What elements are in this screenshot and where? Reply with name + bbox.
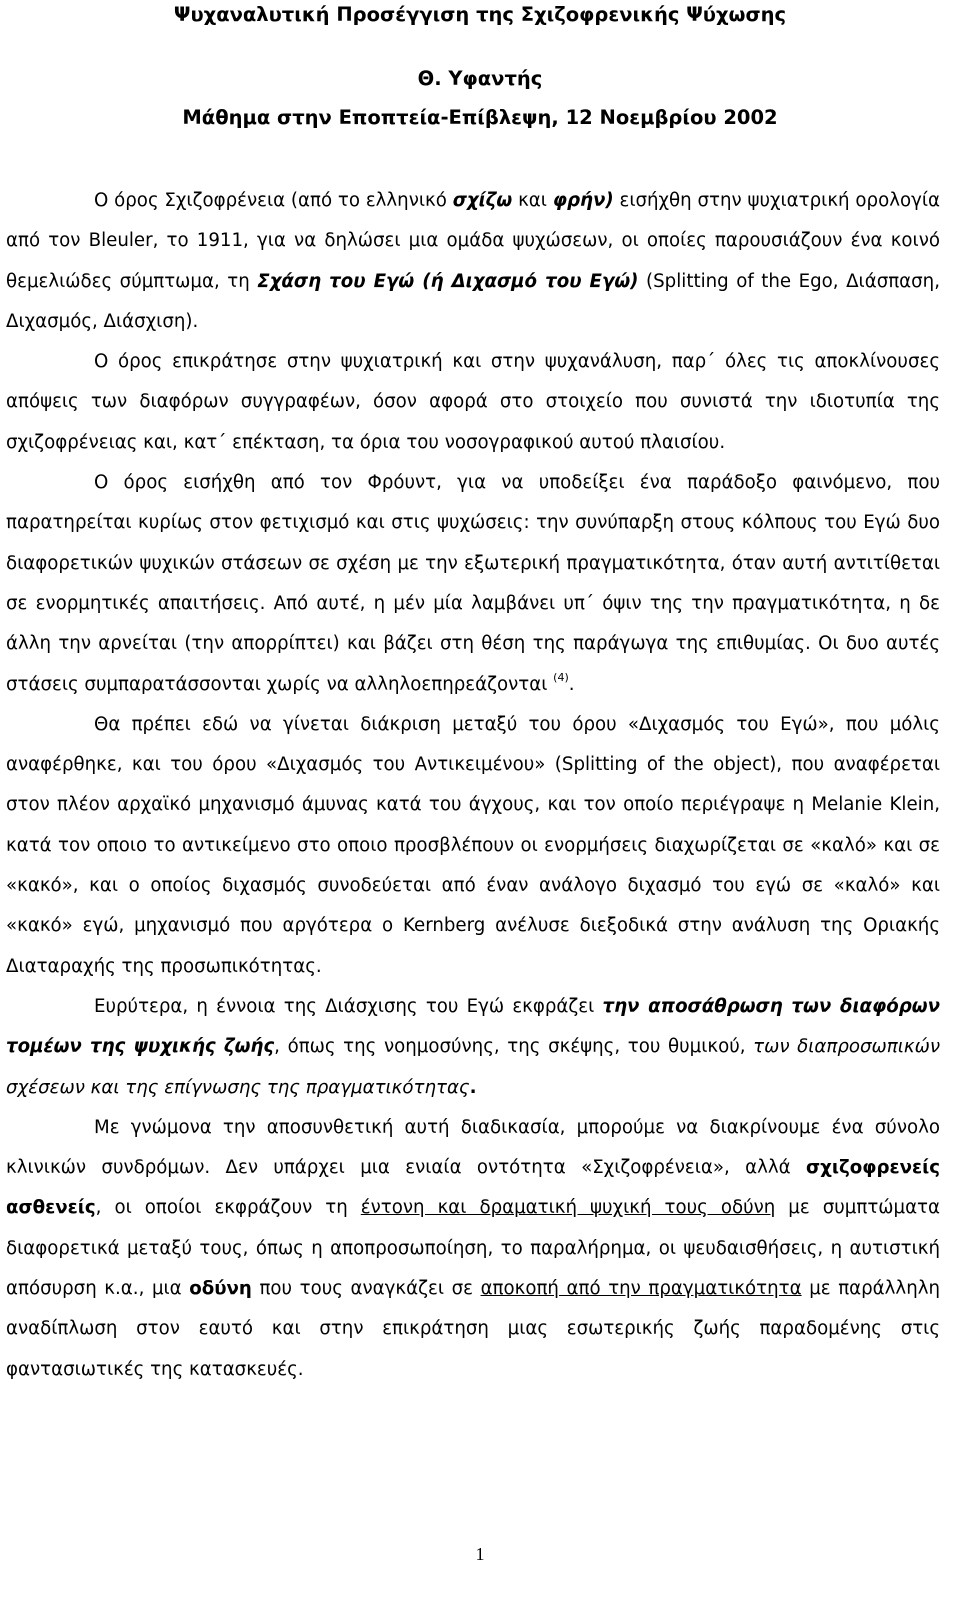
p6-emphasis-patients: σχιζοφρενείς ασθενείς (6, 1157, 940, 1219)
paragraph-5 (6, 987, 940, 1108)
p1-term-fren: φρήν) (552, 190, 614, 211)
p1-text-2: και (512, 190, 553, 211)
p3-text-1: Ο όρος εισήχθη από τον Φρόυντ, για να υποδείξει ένα παράδοξο φαινόμενο, που παρατηρείται κυρίως στον φετιχισμό και στις ψυχώσεις: την συνύπαρξη στους κόλπους του Εγώ δυο διαφορετικών ψυχικών στάσεων σε σχέση με την εξωτερική πραγματικότητα, όταν αυτή αντιτίθεται σε ενορμητικές απαιτήσεις. Από αυτέ, η μέν μία λαμβάνει υπ΄ όψιν της την πραγματικότητα, η δε άλλη την αρνείται (την απορρίπτει) και βάζει στη θέση της παράγωγα της επιθυμίας. Οι δυο αυτές στάσεις συμπαρατάσσονται χωρίς να αλληλοεπηρεάζονται (6, 472, 940, 695)
lecture-info: Μάθημα στην Εποπτεία-Επίβλεψη, 12 Νοεμβρίου 2002 (182, 106, 778, 129)
p5-emphasis-2: των διαπροσωπικών σχέσεων και της επίγνωσης της πραγματικότητας (6, 1036, 940, 1098)
paragraph-4: Θα πρέπει εδώ να γίνεται διάκριση μεταξύ του όρου «Διχασμός του Εγώ», που μόλις αναφέρθηκε, και του όρου «Διχασμός του Αντικειμένου» (Splitting of the object), που αναφέρεται στον πλέον αρχαϊκό μηχανισμό άμυνας κατά του άγχους, και τον οποίο περιέγραψε η Melanie Klein, κατά τον οποιο το αντικείμενο στο οποιο προσβλέπουν οι ενορμήσεις διαχωρίζεται σε «καλό» και σε «κακό», και ο οποίος διχασμός συνοδεύεται από έναν ανάλογο διχασμό του εγώ σε «καλό» και «κακό» εγώ, μηχανισμό που αργότερα ο Kernberg ανέλυσε διεξοδικά στην ανάλυση της Οριακής Διαταραχής της προσωπικότητας. (6, 713, 940, 977)
p6-text-3: με συμπτώματα διαφορετικά μεταξύ τους, όπως η αποπροσωποίηση, το παραλήρημα, οι ψευδαισθήσεις, η αυτιστική απόσυρση κ.α., μια (6, 1197, 940, 1300)
paragraph-1 (6, 181, 940, 342)
p5-emphasis-1: την αποσάθρωση των διαφόρων τομέων της ψυχικής ζωής (6, 995, 940, 1058)
p6-text-2: , οι οποίοι εκφράζουν τη (95, 1197, 361, 1219)
p5-text-2: , όπως της νοημοσύνης, της σκέψης, του θυμικού, (274, 1036, 754, 1058)
p1-text-3: εισήχθη στην ψυχιατρική ορολογία από τον Bleuler, το 1911, για να δηλώσει μια ομάδα ψυχώσεων, οι οποίες παρουσιάζουν ένα κοινό θεμελιώδες σύμπτωμα, τη (6, 190, 940, 292)
p6-text-1: Με γνώμονα την αποσυνθετική αυτή διαδικασία, μπορούμε να διακρίνουμε ένα σύνολο κλινικών συνδρόμων. Δεν υπάρχει μια ενιαία οντότητα «Σχιζοφρένεια», αλλά (6, 1116, 940, 1179)
p6-text-5: με παράλληλη αναδίπλωση στον εαυτό και στην επικράτηση μιας εσωτερικής ζωής παραδομένης στις φαντασιωτικές της κατασκευές. (6, 1278, 941, 1380)
p1-text-4: (Splitting of the Ego, Διάσπαση, Διχασμός, Διάσχιση). (6, 270, 940, 332)
paragraph-6 (6, 1108, 940, 1390)
p1-term-splitting: Σχάση του Εγώ (ή Διχασμό του Εγώ) (257, 270, 639, 292)
reference-marker: (4) (553, 670, 569, 684)
p6-underline-pain: έντονη και δραματική ψυχική τους οδύνη (360, 1197, 776, 1219)
document-title: Ψυχαναλυτική Προσέγγιση της Σχιζοφρενικής Ψύχωσης (173, 3, 787, 26)
p6-emphasis-odyni: οδύνη (189, 1278, 252, 1300)
p6-text-4: που τους αναγκάζει σε (251, 1278, 481, 1300)
paragraph-2: Ο όρος επικράτησε στην ψυχιατρική και στην ψυχανάλυση, παρ΄ όλες τις αποκλίνουσες απόψεις των διαφόρων συγγραφέων, όσον αφορά στο στοιχείο που συνιστά την ιδιοτυπία της σχιζοφρένειας και, κατ΄ επέκταση, τα όρια του νοσογραφικού αυτού πλαισίου. (6, 351, 940, 453)
p5-text-3: . (469, 1076, 477, 1098)
author-name: Θ. Υφαντής (417, 67, 543, 90)
body-text (6, 181, 940, 1390)
p3-text-2: . (568, 673, 575, 695)
page-number: 1 (475, 1544, 485, 1564)
paragraph-3 (6, 463, 940, 705)
p1-term-schizo: σχίζω (452, 190, 513, 211)
p5-text-1: Ευρύτερα, η έννοια της Διάσχισης του Εγώ εκφράζει (94, 995, 603, 1017)
p1-text-1: Ο όρος Σχιζοφρένεια (από το ελληνικό (94, 190, 453, 211)
p6-underline-reality: αποκοπή από την πραγματικότητα (480, 1278, 802, 1300)
